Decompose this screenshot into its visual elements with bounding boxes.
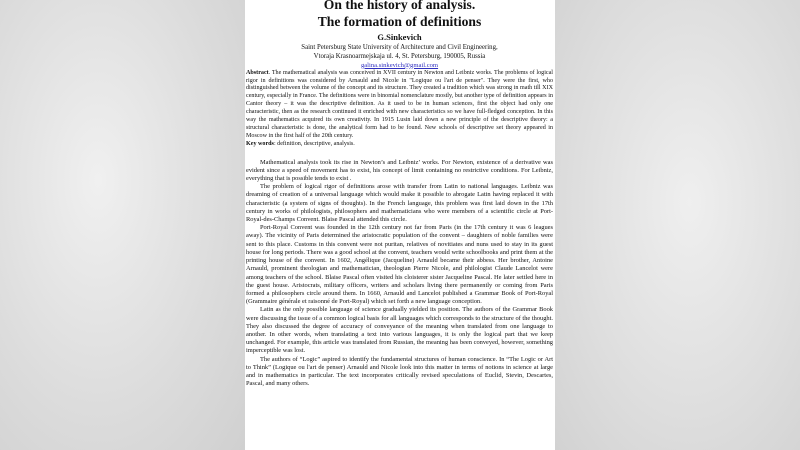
- author-email-link[interactable]: galina.sinkevich@gmail.com: [360, 61, 439, 69]
- affiliation: [246, 44, 553, 62]
- body-paragraph: Mathematical analysis took its rise in Newton’s and Leibniz’ works. For Newton, existence of a derivative was evident since a speed of movement has to exist, his concept of limit containing no restrictive conditions. For Leibniz, everything that is possible tends to exist .: [246, 158, 553, 183]
- abstract: [246, 70, 553, 141]
- body-text: [246, 159, 553, 389]
- keywords-label: Key words: [246, 140, 274, 147]
- body-paragraph: The authors of “Logic” aspired to identify the fundamental structures of human conscience. In “The Logic or Art to Think” (Logique ou l'art de penser) Arnauld and Nicole look into this matter in terms of notions in science at large and in mathematics in particular. The text incorporates critically revised speculations of Euclid, Stevin, Descartes, Pascal, and many others.: [246, 355, 553, 388]
- blurred-background-right: [555, 0, 800, 450]
- title-line-2: The formation of definitions: [317, 14, 482, 29]
- abstract-text: . The mathematical analysis was conceived in XVII century in Newton and Leibniz works. The problems of logical rigor in definitions was considered by Arnauld and Nicole in "Logique ou l'art de penser". They were the first, who distinguished between the volume of the concept and its structure. They created a tradition which was strong in math till XIX century, especially in France. The definitions were in binomial nomenclature mostly, but another type of definition appears in Cantor theory – it was the descriptive definition. As it used to be in human sciences, first the object had only one characteristic, then as the research continued it enriched with new characteristics so we have full-fledged conception. In this way the mathematics acquired its own creativity. In 1915 Lusin laid down a new principle of the descriptive theory: a structural characteristic is done, the analytical form had to be found. New schools of descriptive set theory appeared in Moscow in the first half of the 20th century.: [246, 69, 553, 139]
- paper-title: [246, 0, 553, 30]
- paper-page: [245, 0, 555, 450]
- body-paragraph: Port-Royal Convent was founded in the 12th century not far from Paris (in the 17th century it was 6 leagues away). The vicinity of Paris determined the aristocratic population of the convent – daughters of noble families were sent to this place. Customs in this convent were not puritan, relatives of novitiates and nuns used to stay in its guest house for long periods. There was a good school at the convent, teachers would write schoolbooks and print them at the printing house of the convent. In 1602, Angélique (Jacqueline) Arnauld became their abbess. Her brother, Antoine Arnauld, prominent theologian and mathematician, theologian Pierre Nicole, and philologist Claude Lancelot were among teachers of the school. Blaise Pascal often visited his cloisterer sister Jacqueline Pascal. He later settled here in the guest house. Aristocrats, military officers, writers and scholars living there permanently or coming from Paris formed a philosophers circle around them. In 1660, Arnauld and Lancelot published a Grammar Book of Port-Royal (Grammaire générale et raisonné de Port-Royal) which set forth a new language conception.: [246, 224, 553, 306]
- affiliation-line-1: Saint Petersburg State University of Architecture and Civil Engineering,: [301, 44, 498, 51]
- keywords: [246, 141, 553, 149]
- body-paragraph: Latin as the only possible language of science gradually yielded its position. The authors of the Grammar Book were discussing the issue of a common logical basis for all languages which corresponds to the structure of the thought. They also discussed the degree of accuracy of conveyance of the meaning when translated from one language to another. In other words, when translating a text into various languages, it is only the logical part that we keep unchanged. For example, this article was translated from Russian, the meaning has been conveyed, however, something imperceptible was lost.: [246, 306, 553, 355]
- body-paragraph: The problem of logical rigor of definitions arose with transfer from Latin to national languages. Leibniz was dreaming of creation of a universal language which would make it possible to abrogate Latin having replaced it with characteristic (a system of signs of thoughts). In the French language, this problem was first laid down in the 17th century in works of philologists, philosophers and mathematicians who were members of a scientific circle at Port-Royal-des-Champs Convent. Blaise Pascal attended this circle.: [246, 183, 553, 224]
- title-line-1: On the history of analysis.: [323, 0, 476, 12]
- author-name: G.Sinkevich: [377, 32, 422, 42]
- blurred-background-left: [0, 0, 245, 450]
- keywords-text: : definition, descriptive, analysis.: [273, 140, 355, 147]
- affiliation-line-2: Vtoraja Krasnoarmejskaja ul. 4, St. Petersburg, 190005, Russia: [313, 52, 486, 60]
- abstract-label: Abstract: [246, 69, 269, 76]
